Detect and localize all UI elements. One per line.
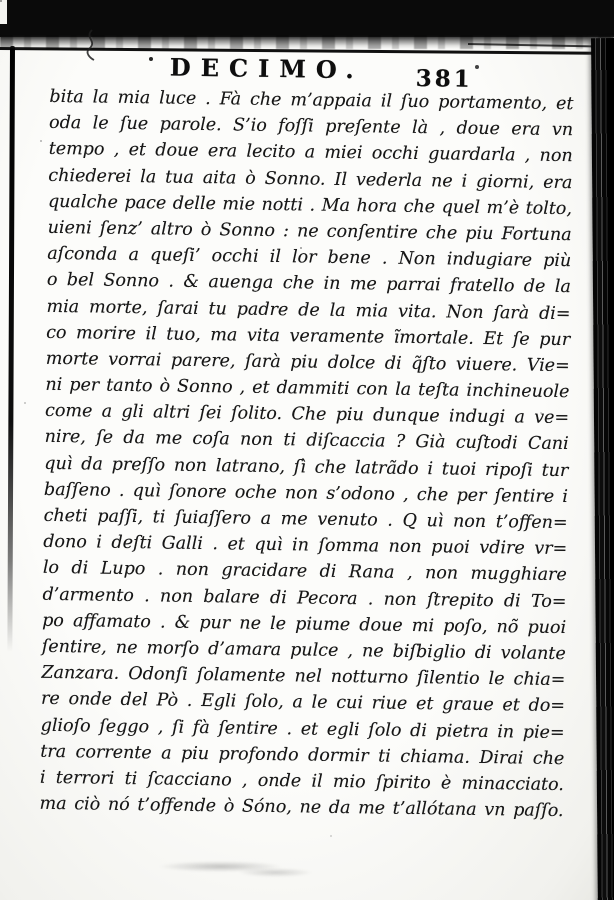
text-line: qualche pace delle mie notti . Ma hora che quel m’è tolto, [47,191,573,219]
text-line: i terrori ti ſcacciano , onde il mio ſpirito è minacciato. [39,767,565,795]
text-line: tempo , et doue era lecito a miei occhi guardarla , non [48,139,573,167]
text-line: ma ciò nó t’offende ò Sóno, ne da me t’allótana vn paſſo. [39,793,564,822]
text-line: dono i deſti Galli . et quì in ſomma non puoi vdire vr= [43,532,568,560]
text-line: chiederei la tua aita ò Sonno. Il vederla ne i giorni, era [48,165,573,193]
text-line: baſſeno . quì ſonore oche non s’odono , che per ſentire i [43,479,569,507]
text-line: d’armento . non balare di Pecora . non ſtrepito di To= [42,584,567,612]
page-number: 381 [415,64,473,93]
ink-squiggle-mark [80,28,106,62]
text-line: oda le ſue parole. S’io foſſi preſente là , doue era vn [48,113,574,141]
text-line: co morire il tuo, ma vita veramente ĩmortale. Et ſe pur [46,322,571,350]
text-line: tra corrente a piu profondo dormir ti chiama. Dirai che [40,741,565,769]
paper-specks [0,0,2,2]
text-line: uieni ſenz’ altro ò Sonno : ne conſentire che piu Fortuna [47,217,572,246]
text-line: cheti paſſi, ti ſuiaſſero a me venuto . Q uì non t’offen= [43,505,568,534]
ink-smudge [238,868,313,877]
body-text [39,84,573,824]
text-line: lo di Lupo . non gracidare di Rana , non mugghiare [42,558,567,586]
text-line: mia morte, ſarai tu padre de la mia vita. Non ſarà di= [46,296,571,324]
text-line: ſentire, ne morſo d’amara pulce , ne biſbiglio di volante [41,636,566,665]
text-line: quì da preſſo non latrano, ſì che latrãdo i tuoi ripoſi tur [44,453,569,481]
running-header: DECIMO. [169,52,364,85]
text-line: ni per tanto ò Sonno , et dammiti con la teſta inchineuole [45,374,570,403]
text-line: po affamato . & pur ne le piume doue mi poſo, nõ puoi [42,610,567,638]
text-line: Zanzara. Odonſi ſolamente nel notturno ſilentio le chia= [41,662,566,691]
text-line: nire, ſe da me coſa non ti diſcaccia ? Già cuſtodi Cani [44,427,569,455]
scan-corner-notch [0,0,7,24]
text-line: morte vorrai parere, ſarà piu dolce di q̃ſto viuere. Vie= [45,348,570,377]
text-line: aſconda a queſi’ occhi il lor bene . Non indugiare più [47,243,572,272]
text-line: o bel Sonno . & auenga che in me parrai fratello de la [46,270,572,298]
text-line: come a gli altri ſei ſolito. Che piu dunque indugi a ve= [44,401,570,429]
text-line: re onde del Pò . Egli ſolo, a le cui riue et graue et do= [40,689,566,717]
text-line: glioſo ſeggo , ſi fà ſentire . et egli ſolo di pietra in pie= [40,715,565,743]
text-line: bita la mia luce . Fà che m’appaia il ſuo portamento, et [49,86,574,115]
